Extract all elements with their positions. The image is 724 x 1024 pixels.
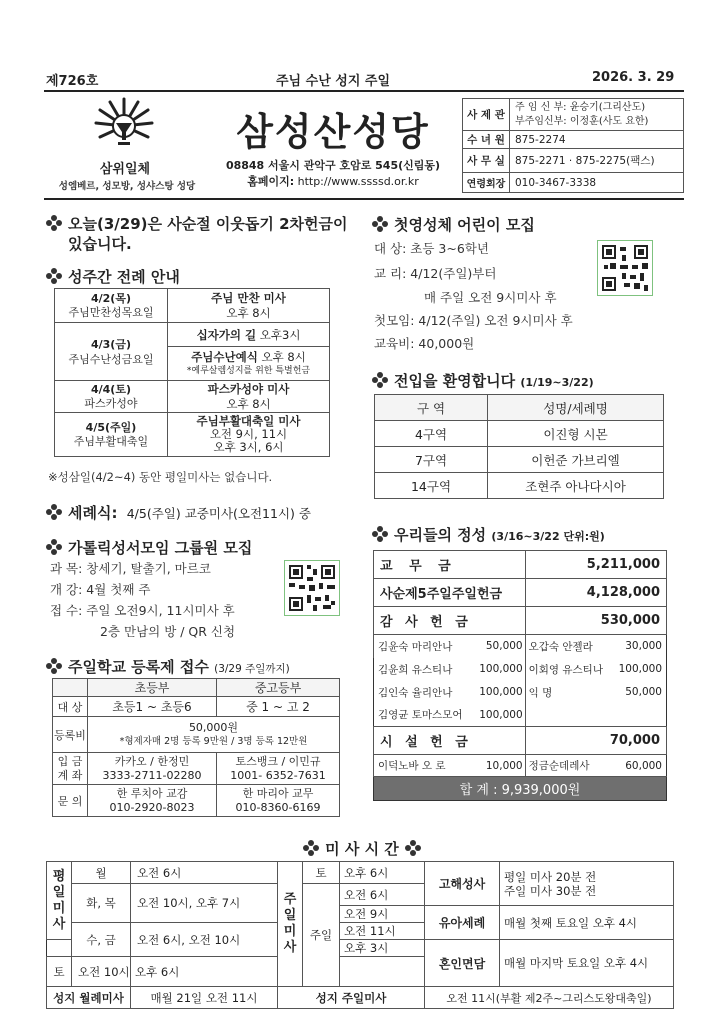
weekday-day: 월 [72,862,131,884]
flower-icon [46,504,62,520]
weekday-day: 수, 금 [72,923,131,957]
offering-amount: 70,000 [525,727,666,755]
parish-logo-icon [92,96,156,156]
offering-label: 감 사 헌 금 [374,607,526,635]
first-communion-title: 첫영성체 어린이 모집 [372,214,535,235]
donor-amount [613,704,667,727]
sunday-school-cell: 1001- 6352-7631 [230,768,326,782]
contact-label: 수 녀 원 [463,131,510,149]
parish-address: 08848 서울시 관악구 호암로 545(신림동) [225,159,441,172]
sunday-school-label: 입 금 [57,754,83,768]
flower-icon [372,526,388,542]
newcomers-title: 전입을 환영합니다 (1/19~3/22) [372,370,594,391]
bulletin-header [44,68,684,90]
offering-label: 시 설 헌 금 [374,727,526,755]
holy-week-note: *예루살렘성지를 위한 특별헌금 [186,365,311,376]
holy-week-title: 성주간 전례 안내 [46,266,180,287]
homepage-link[interactable]: http://www.ssssd.or.kr [297,175,419,188]
sunday-school-cell: 한 루치아 교감 [116,786,188,800]
contact-value: 주 임 신 부: 윤승기(그리산도) [515,101,646,113]
weekday-day: 토 [47,957,72,987]
homepage-label: 홈페이지: [247,175,295,188]
holy-week-event: 십자가의 길 [196,327,257,342]
donor-name: 정금순데레사 [525,755,612,777]
contact-label: 연령회장 [463,173,510,193]
donor-amount: 100,000 [618,663,662,675]
holy-week-date: 4/5(주일) [85,420,137,434]
offering-amount: 4,128,000 [525,579,666,607]
sunday-school-cell: 한 마리아 교무 [242,786,314,800]
bible-group-line: 개 강: 4월 첫째 주 [50,582,151,597]
sunday-time: 오후 3시 [340,940,425,957]
sunday-school-header: 초등부 [88,679,217,697]
weekday-time: 오전 6시, 오전 10시 [131,923,278,957]
holy-week-day: 주님만찬성목요일 [68,305,154,319]
contact-value: 875-2271 · 875-2275(팩스) [510,149,684,173]
homepage-line [210,173,456,189]
contact-value: 부주임신부: 이정훈(사도 요한) [515,115,649,127]
sunday-school-cell: 010-8360-6169 [235,800,321,814]
issue-date: 2026. 3. 29 [592,70,675,85]
sunday-school-cell: 토스뱅크 / 이민규 [235,754,321,768]
mass-times-title: 미 사 시 간 [0,838,724,859]
offerings-period: (3/16~3/22 단위:원) [491,530,605,543]
contacts-table [462,98,684,193]
weekday-time: 오전 6시 [131,862,278,884]
first-communion-qr[interactable] [597,240,653,296]
sunday-label: 주일미사 [278,862,303,987]
baptism [46,502,311,523]
issue-number: 제726호 [46,74,99,89]
holy-week-time: 오후3시 [259,327,301,342]
holy-week-day: 주님수난성금요일 [68,352,154,366]
donor-name [525,704,612,727]
sunday-school-cell: 010-2920-8023 [109,800,195,814]
weekday-time: 오전 10시 [72,957,131,987]
offering-label: 교 무 금 [374,551,526,579]
donor-name: 김인숙 율리안나 [378,686,453,699]
sunday-school-label: 계 좌 [57,768,83,782]
flower-icon [372,372,388,388]
bible-group-line: 과 목: 창세기, 탈출기, 마르코 [50,561,211,576]
sunday-time: 오전 11시 [340,923,425,940]
shrine-monthly-value: 매월 21일 오전 11시 [131,987,278,1009]
donor-amount: 50,000 [625,686,662,698]
sunday-time: 오전 6시 [340,884,425,906]
mass-times-table [46,861,674,1009]
newcomers-table [374,394,664,499]
donor-amount: 10,000 [474,755,526,777]
holy-week-event: 주님부활대축일 미사 [196,414,301,428]
newcomers-cell: 4구역 [375,421,488,447]
qr-code-icon [598,241,652,295]
other-label: 유아세례 [425,906,500,940]
donor-amount: 100,000 [474,704,526,727]
baptism-text: 4/5(주일) 교중미사(오전11시) 중 [126,506,311,521]
holy-week-time: 오후 8시 [226,396,271,411]
flower-icon [46,215,62,231]
other-label: 혼인면담 [425,940,500,987]
header-rule [44,90,684,92]
first-communion-line: 매 주일 오전 9시미사 후 [424,290,557,305]
weekday-time: 오전 10시, 오후 7시 [131,884,278,923]
holy-week-date: 4/3(금) [90,337,131,351]
sunday-time: 오전 9시 [340,906,425,923]
saturday-label: 토 [303,862,340,884]
holy-week-day: 주님부활대축일 [73,434,149,448]
holy-week-date: 4/2(목) [90,291,131,305]
bible-group-title: 가톨릭성서모임 그룹원 모집 [46,537,252,558]
offerings-table [373,550,667,801]
holy-week-event: 파스카성야 미사 [207,381,290,396]
bible-group-qr[interactable] [284,560,340,616]
parish-motto: 삼위일체 [99,162,151,177]
sunday-school-cell: 초등1 ~ 초등6 [88,697,217,717]
sunday-school-table [52,678,340,817]
holy-week-table [54,288,330,457]
sunday-school-label: 문 의 [53,785,88,817]
donor-name: 김윤희 유스티나 [378,663,453,676]
sunday-sub-label: 주일 [303,884,340,987]
flower-icon [46,539,62,555]
announcement-line: 오늘(3/29)은 사순절 이웃돕기 2차헌금이 [68,215,348,233]
sunday-school-cell: 카카오 / 한정민 [114,754,190,768]
holy-week-time: 오후 8시 [261,349,306,364]
offerings-title: 우리들의 정성 (3/16~3/22 단위:원) [372,524,605,545]
masthead-rule [44,198,684,200]
newcomers-header: 성명/세례명 [488,395,664,421]
first-communion-line: 대 상: 초등 3~6학년 [374,241,489,256]
offerings-total: 합 계 : 9,939,000원 [459,783,581,798]
other-label: 고해성사 [425,862,500,906]
baptism-title: 세례식: [68,504,118,522]
sunday-school-fee-note: *형제자매 2명 등록 9만원 / 3명 등록 12만원 [119,735,308,747]
offering-amount: 5,211,000 [525,551,666,579]
donor-amount: 50,000 [474,635,526,658]
holy-week-time: 오후 3시, 6시 [213,440,284,454]
sunday-school-fee: 50,000원 [188,720,239,734]
sunday-time: 오후 6시 [135,964,180,979]
weekday-filler [47,940,72,957]
donor-amount: 30,000 [625,640,662,653]
first-communion-line: 교육비: 40,000원 [374,336,475,351]
newcomers-cell: 조현주 아나다시아 [488,473,664,499]
shrine-sunday-value: 오전 11시(부활 제2주~그리스도왕대축일) [425,987,674,1009]
sunday-school-label: 등록비 [53,717,88,753]
weekday-day: 화, 목 [72,884,131,923]
parish-patrons: 성엠베르, 성모방, 성샤스탕 성당 [58,181,196,192]
donor-amount: 100,000 [474,658,526,681]
sunday-school-deadline: (3/29 주일까지) [214,663,290,675]
qr-code-icon [285,561,339,615]
holy-week-date: 4/4(토) [90,382,131,396]
donor-name: 익 명 [528,686,553,699]
shrine-monthly-label: 성지 월례미사 [47,987,131,1009]
donor-name: 이덕노바 오 로 [374,755,474,777]
holy-week-time: 오후 8시 [226,305,271,320]
donor-name: 김영균 토마스모어 [378,709,463,722]
donor-name: 김윤숙 마리안나 [374,635,474,658]
first-communion-line: 첫모임: 4/12(주일) 오전 9시미사 후 [374,313,573,328]
contact-label: 사 제 관 [463,99,510,131]
parish-name: 삼성산성당 [236,110,430,154]
shrine-sunday-label: 성지 주일미사 [278,987,425,1009]
newcomers-cell: 이진형 시몬 [488,421,664,447]
bible-group-line: 2층 만남의 방 / QR 신청 [100,624,236,639]
sunday-name: 주님 수난 성지 주일 [276,74,391,89]
holy-week-time: 오전 9시, 11시 [209,427,288,441]
newcomers-header: 구 역 [375,395,488,421]
contact-value: 010-3467-3338 [510,173,684,193]
sunday-school-header: 중고등부 [217,679,340,697]
holy-week-event: 주님 만찬 미사 [211,290,286,305]
offering-label: 사순제5주일주일헌금 [374,579,526,607]
donor-name: 이회영 유스티나 [528,663,603,676]
other-value: 평일 미사 20분 전 [504,869,597,884]
newcomers-cell: 7구역 [375,447,488,473]
sunday-school-title: 주일학교 등록제 접수 (3/29 주일까지) [46,656,290,677]
newcomers-period: (1/19~3/22) [520,376,594,389]
newcomers-cell: 이헌준 가브리엘 [488,447,664,473]
saturday-time: 오후 6시 [340,862,425,884]
holy-week-footnote: ※성삼일(4/2~4) 동안 평일미사는 없습니다. [48,470,273,484]
other-value: 매월 첫째 토요일 오후 4시 [500,906,674,940]
announcement-line: 있습니다. [68,235,132,253]
holy-week-event: 주님수난예식 [191,349,258,364]
sunday-school-label: 대 상 [53,697,88,717]
flower-icon [372,216,388,232]
other-value: 주일 미사 30분 전 [504,883,597,898]
sunday-school-cell: 중 1 ~ 고 2 [217,697,340,717]
flower-icon [46,658,62,674]
bible-group-line: 접 수: 주일 오전9시, 11시미사 후 [50,603,235,618]
flower-icon [303,840,319,856]
donor-amount: 60,000 [613,755,667,777]
donor-amount: 100,000 [474,681,526,704]
flower-icon [46,268,62,284]
holy-week-day: 파스카성야 [84,396,138,410]
other-value: 매월 마지막 토요일 오후 4시 [500,940,674,987]
sunday-school-cell: 3333-2711-02280 [102,768,202,782]
contact-value: 875-2274 [510,131,684,149]
flower-icon [405,840,421,856]
offering-amount: 530,000 [525,607,666,635]
contact-label: 사 무 실 [463,149,510,173]
first-communion-line: 교 리: 4/12(주일)부터 [374,266,497,281]
announcement [46,214,347,254]
newcomers-cell: 14구역 [375,473,488,499]
weekday-label: 평일미사 [47,862,72,940]
donor-name: 오갑숙 안젤라 [528,640,593,653]
